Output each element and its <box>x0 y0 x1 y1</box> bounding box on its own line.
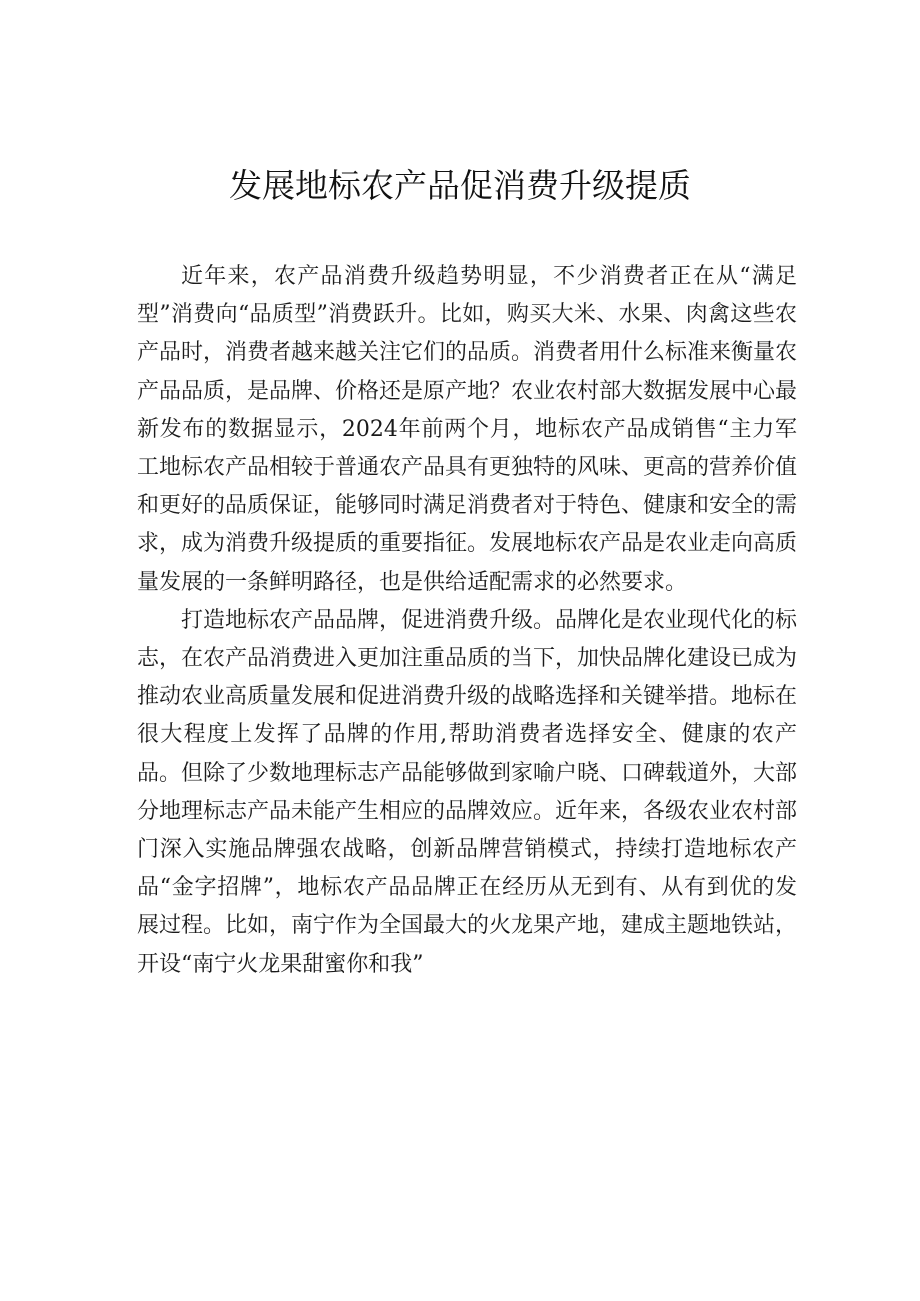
paragraph-2: 打造地标农产品品牌，促进消费升级。品牌化是农业现代化的标志，在农产品消费进入更加注重品质的当下，加快品牌化建设已成为推动农业高质量发展和促进消费升级的战略选择和关键举措。地标在很大程度上发挥了品牌的作用,帮助消费者选择安全、健康的农产品。但除了少数地理标志产品能够做到家喻户晓、口碑载道外，大部分地理标志产品未能产生相应的品牌效应。近年来，各级农业农村部门深入实施品牌强农战略，创新品牌营销模式，持续打造地标农产品“金字招牌”，地标农产品品牌正在经历从无到有、从有到优的发展过程。比如，南宁作为全国最大的火龙果产地，建成主题地铁站，开设“南宁火龙果甜蜜你和我” <box>137 607 798 977</box>
document-title: 发展地标农产品促消费升级提质 <box>229 166 691 205</box>
paragraph-1: 近年来，农产品消费升级趋势明显，不少消费者正在从“满足型”消费向“品质型”消费跃升。比如，购买大米、水果、肉禽这些农产品时，消费者越来越关注它们的品质。消费者用什么标准来衡量农产品品质，是品牌、价格还是原产地？农业农村部大数据发展中心最新发布的数据显示，2024年前两个月，地标农产品成销售“主力军工地标农产品相较于普通农产品具有更独特的风味、更高的营养价值和更好的品质保证，能够同时满足消费者对于特色、健康和安全的需求，成为消费升级提质的重要指征。发展地标农产品是农业走向高质量发展的一条鲜明路径，也是供给适配需求的必然要求。 <box>137 264 798 595</box>
document-body <box>137 258 797 984</box>
